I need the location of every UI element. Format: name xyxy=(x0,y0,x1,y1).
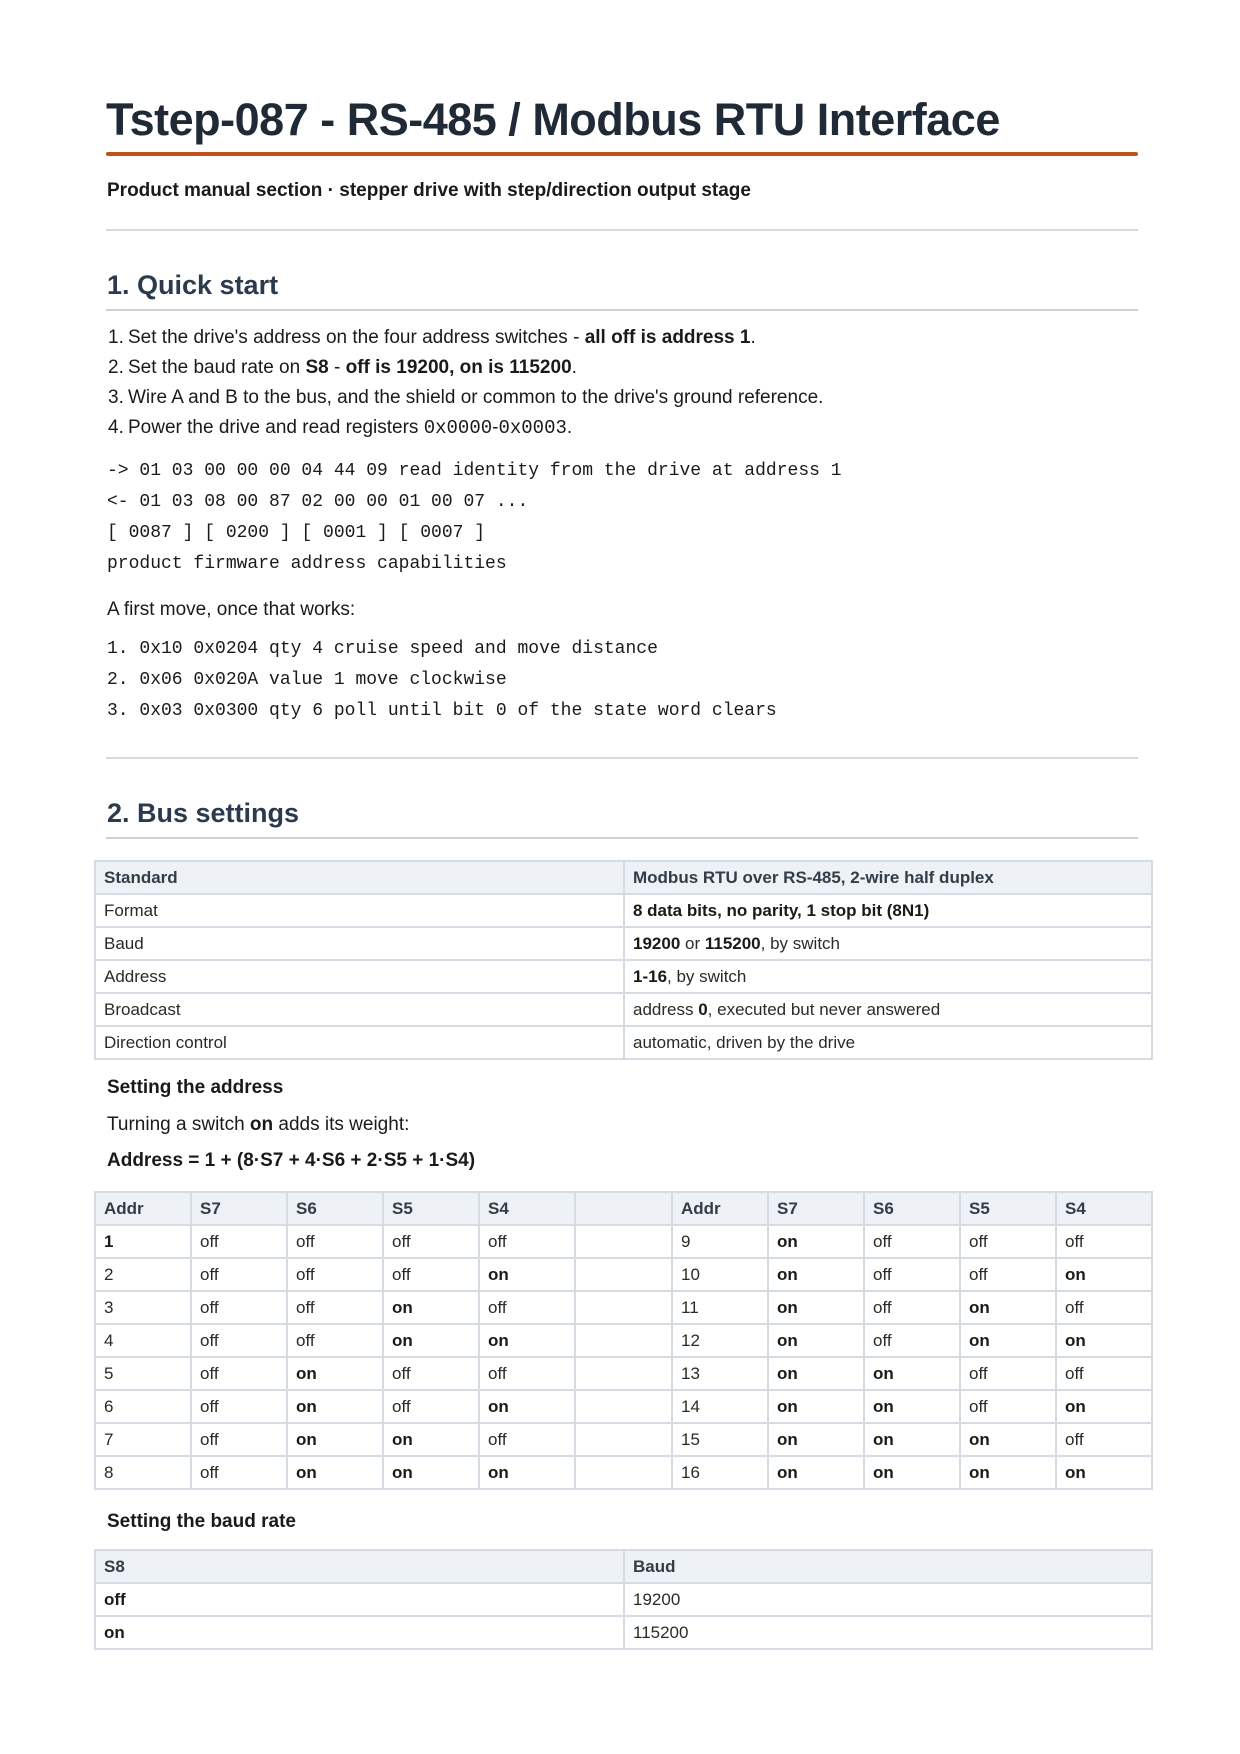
list-item xyxy=(108,417,573,439)
table-header-cell: S4 xyxy=(1056,1192,1152,1225)
table-cell xyxy=(575,1390,672,1423)
bold-text: 1-16 xyxy=(633,966,668,986)
list-item xyxy=(108,387,824,409)
text-run: adds its weight: xyxy=(273,1114,410,1135)
table-cell: on xyxy=(768,1423,864,1456)
table-row xyxy=(95,927,1152,960)
table-header-cell: S6 xyxy=(287,1192,383,1225)
row-label: Broadcast xyxy=(95,993,624,1026)
table-cell: off xyxy=(864,1291,960,1324)
table-cell: off xyxy=(1056,1225,1152,1258)
table-cell: on xyxy=(383,1324,479,1357)
table-cell: on xyxy=(287,1423,383,1456)
section-rule xyxy=(106,309,1138,311)
table-cell xyxy=(575,1291,672,1324)
divider xyxy=(106,229,1138,231)
table-cell: on xyxy=(1056,1456,1152,1489)
code-text: 0x0000 xyxy=(423,417,493,439)
table-row xyxy=(95,1258,1152,1291)
table-cell: on xyxy=(383,1291,479,1324)
table-cell: on xyxy=(864,1423,960,1456)
text-run: , by switch xyxy=(760,933,840,953)
bold-text: 19200 xyxy=(633,933,681,953)
table-cell: 6 xyxy=(95,1390,191,1423)
table-row xyxy=(95,1616,1152,1649)
list-item xyxy=(108,357,577,379)
table-cell: off xyxy=(960,1390,1056,1423)
text-run: address xyxy=(633,999,699,1019)
row-value xyxy=(624,960,1152,993)
section-rule xyxy=(106,837,1138,839)
table-cell: off xyxy=(960,1225,1056,1258)
table-header-cell: S5 xyxy=(383,1192,479,1225)
code-line: product firmware address capabilities xyxy=(107,554,507,574)
page-subtitle: Product manual section · stepper drive with step/direction output stage xyxy=(107,180,751,201)
table-cell: on xyxy=(768,1390,864,1423)
table-cell: off xyxy=(95,1583,624,1616)
table-cell: 10 xyxy=(672,1258,768,1291)
table-row xyxy=(95,1583,1152,1616)
table-cell: on xyxy=(960,1423,1056,1456)
row-label: Baud xyxy=(95,927,624,960)
table-cell: off xyxy=(287,1324,383,1357)
table-row xyxy=(95,960,1152,993)
row-value xyxy=(624,894,1152,927)
table-cell xyxy=(575,1324,672,1357)
list-number: 4. xyxy=(108,417,124,438)
table-cell: on xyxy=(287,1390,383,1423)
list-number: 2. xyxy=(108,357,124,378)
bus-settings-table xyxy=(94,860,1153,1060)
bold-text: on xyxy=(249,1114,274,1135)
text-run: . xyxy=(566,417,573,438)
table-cell: on xyxy=(864,1390,960,1423)
table-row xyxy=(95,1456,1152,1489)
list-number: 3. xyxy=(108,387,124,408)
table-header-cell: S7 xyxy=(191,1192,287,1225)
table-row xyxy=(95,1026,1152,1059)
code-line: 3. 0x03 0x0300 qty 6 poll until bit 0 of the state word clears xyxy=(107,701,777,721)
table-cell: off xyxy=(479,1357,575,1390)
first-move-intro: A first move, once that works: xyxy=(107,599,356,620)
table-cell: 15 xyxy=(672,1423,768,1456)
row-value xyxy=(624,993,1152,1026)
table-cell: off xyxy=(287,1291,383,1324)
table-cell: off xyxy=(191,1291,287,1324)
table-header-cell: Standard xyxy=(95,861,624,894)
text-run: or xyxy=(680,933,705,953)
table-cell: on xyxy=(960,1291,1056,1324)
table-cell: on xyxy=(864,1456,960,1489)
table-cell: 2 xyxy=(95,1258,191,1291)
text-run: Power the drive and read registers xyxy=(128,417,424,438)
address-formula: Address = 1 + (8·S7 + 4·S6 + 2·S5 + 1·S4) xyxy=(107,1150,476,1171)
table-cell: on xyxy=(768,1456,864,1489)
table-cell: off xyxy=(191,1258,287,1291)
table-header-cell: S5 xyxy=(960,1192,1056,1225)
bold-text: 115200 xyxy=(704,933,761,953)
row-label: Direction control xyxy=(95,1026,624,1059)
table-cell: on xyxy=(479,1456,575,1489)
table-cell: 13 xyxy=(672,1357,768,1390)
table-cell: off xyxy=(864,1225,960,1258)
bold-text: 0 xyxy=(698,999,708,1019)
divider xyxy=(106,757,1138,759)
table-cell: 19200 xyxy=(624,1583,1152,1616)
table-cell: on xyxy=(287,1357,383,1390)
text-run: , by switch xyxy=(667,966,747,986)
row-value xyxy=(624,927,1152,960)
table-cell: off xyxy=(191,1324,287,1357)
baud-subheading: Setting the baud rate xyxy=(107,1511,296,1532)
table-cell: 14 xyxy=(672,1390,768,1423)
table-cell: 11 xyxy=(672,1291,768,1324)
table-row xyxy=(95,1324,1152,1357)
code-text: 0x0003 xyxy=(498,417,567,439)
section-heading-quick-start: 1. Quick start xyxy=(107,270,279,300)
table-header-row xyxy=(95,1192,1152,1225)
table-cell: 8 xyxy=(95,1456,191,1489)
table-cell: off xyxy=(287,1225,383,1258)
bold-text: 8 data bits, no parity, 1 stop bit (8N1) xyxy=(633,900,930,920)
table-cell: off xyxy=(383,1258,479,1291)
text-run: . xyxy=(571,357,577,378)
row-label: Format xyxy=(95,894,624,927)
table-cell: 9 xyxy=(672,1225,768,1258)
table-row xyxy=(95,1357,1152,1390)
table-cell: off xyxy=(191,1423,287,1456)
table-cell: off xyxy=(864,1324,960,1357)
table-cell: on xyxy=(768,1291,864,1324)
table-cell: off xyxy=(383,1225,479,1258)
table-cell xyxy=(575,1357,672,1390)
table-header-cell: Addr xyxy=(672,1192,768,1225)
table-cell: 12 xyxy=(672,1324,768,1357)
list-number: 1. xyxy=(108,327,124,348)
table-cell: 5 xyxy=(95,1357,191,1390)
table-cell: off xyxy=(383,1390,479,1423)
code-line: -> 01 03 00 00 00 04 44 09 read identity from the drive at address 1 xyxy=(107,461,842,481)
table-header-cell: S4 xyxy=(479,1192,575,1225)
table-cell: off xyxy=(191,1456,287,1489)
table-cell: off xyxy=(191,1390,287,1423)
table-cell: on xyxy=(768,1357,864,1390)
table-header-cell: Baud xyxy=(624,1550,1152,1583)
table-cell: off xyxy=(1056,1423,1152,1456)
table-row xyxy=(95,1423,1152,1456)
code-line: <- 01 03 08 00 87 02 00 00 01 00 07 ... xyxy=(107,492,529,512)
table-cell: off xyxy=(960,1258,1056,1291)
table-cell xyxy=(575,1423,672,1456)
text-run: Turning a switch xyxy=(107,1114,250,1135)
table-cell: on xyxy=(768,1324,864,1357)
row-value xyxy=(624,1026,1152,1059)
table-cell: 1 xyxy=(95,1225,191,1258)
table-cell: on xyxy=(383,1456,479,1489)
address-switch-table xyxy=(94,1191,1153,1490)
address-note xyxy=(107,1114,409,1136)
section-heading-bus-settings: 2. Bus settings xyxy=(107,798,300,828)
table-cell: on xyxy=(1056,1258,1152,1291)
table-cell: off xyxy=(1056,1357,1152,1390)
table-header-cell: S6 xyxy=(864,1192,960,1225)
table-row xyxy=(95,1291,1152,1324)
table-cell: 3 xyxy=(95,1291,191,1324)
table-cell: on xyxy=(287,1456,383,1489)
text-run: . xyxy=(750,327,756,348)
page-title: Tstep-087 - RS-485 / Modbus RTU Interface xyxy=(106,94,1000,145)
table-cell: on xyxy=(768,1225,864,1258)
table-cell: off xyxy=(960,1357,1056,1390)
table-cell: on xyxy=(960,1324,1056,1357)
text-run: - xyxy=(492,417,499,438)
table-row xyxy=(95,894,1152,927)
table-header-cell: Modbus RTU over RS-485, 2-wire half duplex xyxy=(624,861,1152,894)
table-cell: on xyxy=(1056,1324,1152,1357)
text-run: - xyxy=(328,357,346,378)
table-cell xyxy=(575,1225,672,1258)
table-cell: 115200 xyxy=(624,1616,1152,1649)
table-cell: off xyxy=(191,1225,287,1258)
table-header-cell xyxy=(575,1192,672,1225)
text-run: automatic, driven by the drive xyxy=(633,1032,856,1052)
table-cell: off xyxy=(287,1258,383,1291)
table-cell: off xyxy=(191,1357,287,1390)
table-cell: off xyxy=(479,1291,575,1324)
row-label: Address xyxy=(95,960,624,993)
table-cell: on xyxy=(864,1357,960,1390)
code-line: 1. 0x10 0x0204 qty 4 cruise speed and move distance xyxy=(107,639,658,659)
table-cell: on xyxy=(960,1456,1056,1489)
table-header-cell: S8 xyxy=(95,1550,624,1583)
bold-text: all off is address 1 xyxy=(584,327,751,348)
table-cell: 4 xyxy=(95,1324,191,1357)
table-cell: on xyxy=(479,1258,575,1291)
address-subheading: Setting the address xyxy=(107,1077,284,1098)
table-header-cell: S7 xyxy=(768,1192,864,1225)
table-row xyxy=(95,1390,1152,1423)
bold-text: off is 19200, on is 115200 xyxy=(345,357,572,378)
table-cell: on xyxy=(1056,1390,1152,1423)
table-cell: off xyxy=(479,1423,575,1456)
table-cell: on xyxy=(383,1423,479,1456)
bold-text: S8 xyxy=(305,357,329,378)
code-line: [ 0087 ] [ 0200 ] [ 0001 ] [ 0007 ] xyxy=(107,523,486,543)
table-cell: on xyxy=(768,1258,864,1291)
list-item xyxy=(108,327,756,349)
text-run: Wire A and B to the bus, and the shield or common to the drive's ground reference. xyxy=(128,387,824,408)
table-header-cell: Addr xyxy=(95,1192,191,1225)
text-run: Set the drive's address on the four address switches - xyxy=(128,327,585,348)
table-cell: off xyxy=(864,1258,960,1291)
table-cell: off xyxy=(1056,1291,1152,1324)
table-cell xyxy=(575,1456,672,1489)
table-cell: 16 xyxy=(672,1456,768,1489)
table-cell: on xyxy=(479,1324,575,1357)
text-run: , executed but never answered xyxy=(707,999,941,1019)
table-row xyxy=(95,993,1152,1026)
table-cell xyxy=(575,1258,672,1291)
table-cell: on xyxy=(95,1616,624,1649)
table-header-row xyxy=(95,861,1152,894)
title-underline xyxy=(106,152,1138,156)
text-run: Set the baud rate on xyxy=(128,357,306,378)
table-header-row xyxy=(95,1550,1152,1583)
table-cell: on xyxy=(479,1390,575,1423)
table-cell: off xyxy=(383,1357,479,1390)
table-cell: 7 xyxy=(95,1423,191,1456)
baud-switch-table xyxy=(94,1549,1153,1650)
table-row xyxy=(95,1225,1152,1258)
table-cell: off xyxy=(479,1225,575,1258)
code-line: 2. 0x06 0x020A value 1 move clockwise xyxy=(107,670,507,690)
